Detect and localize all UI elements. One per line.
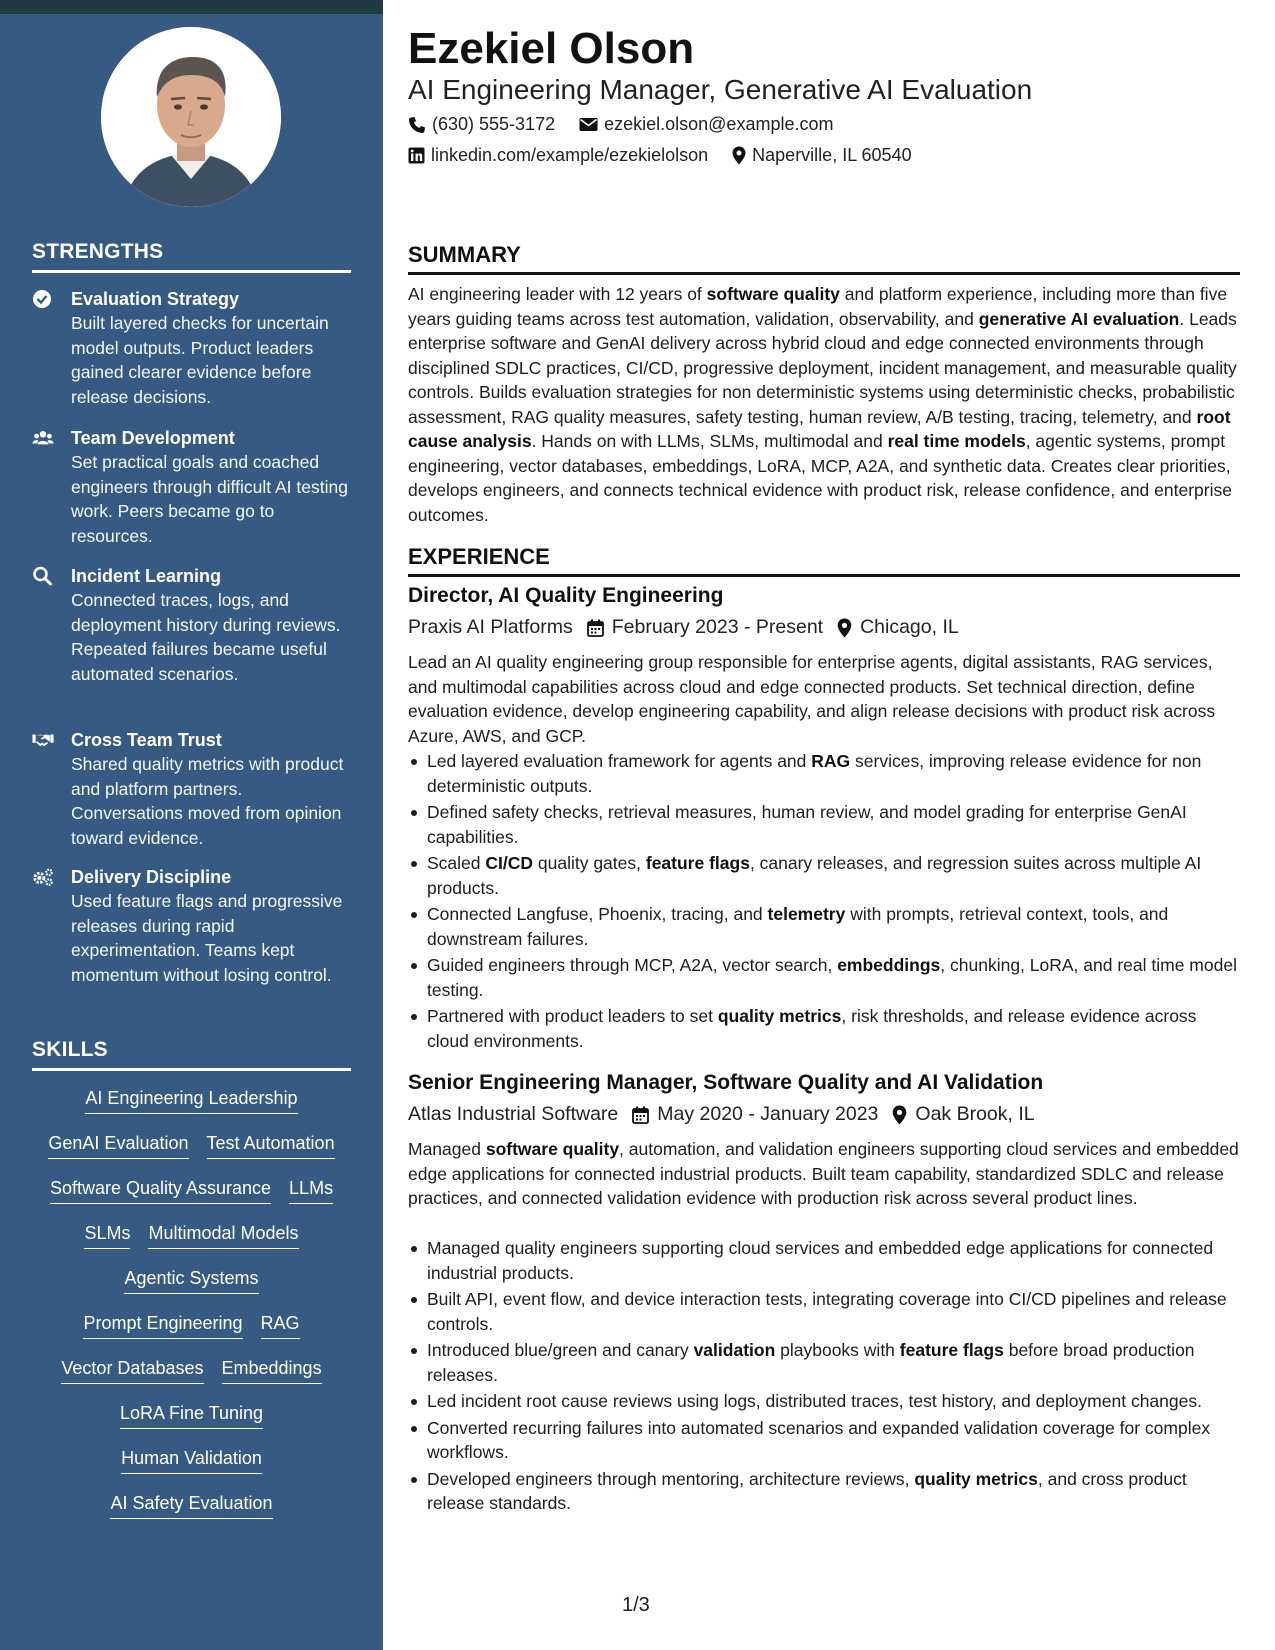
bullet-item: Built API, event flow, and device interaction tests, integrating coverage into CI/CD pipelines and release controls. (408, 1287, 1240, 1336)
job-location: Oak Brook, IL (915, 1103, 1035, 1125)
skill-row (32, 1221, 351, 1266)
job-summary: Lead an AI quality engineering group responsible for enterprise agents, digital assistants, RAG services, and multimodal capabilities across cloud and edge connected products. Set technical direction, define evaluation evidence, develop engineering capability, and align release decisions with product risk across Azure, AWS, and GCP. (408, 652, 1216, 746)
strength-title: Delivery Discipline (71, 867, 232, 887)
page-number: 1/3 (622, 1594, 650, 1616)
job-summary: Managed software quality, automation, and validation engineers supporting cloud services and embedded edge applications for connected industrial products. Built team capability, standardized SDLC and release practices, and connected validation evidence with production risk across several product lines. (408, 1139, 1239, 1208)
skill-tag: Vector Databases (61, 1356, 203, 1384)
bullet-item: Defined safety checks, retrieval measures, human review, and model grading for enterprise GenAI capabilities. (408, 800, 1240, 849)
experience-heading: EXPERIENCE (408, 544, 1240, 577)
contact-row (408, 145, 912, 166)
bold-keyword: quality metrics (914, 1468, 1038, 1489)
job-dates: May 2020 - January 2023 (657, 1103, 879, 1125)
strength-item (32, 728, 352, 850)
bold-keyword: feature flags (899, 1340, 1004, 1360)
linkedin-icon (408, 147, 425, 164)
linkedin-link[interactable]: linkedin.com/example/ezekielolson (431, 145, 709, 165)
strength-description: Used feature flags and progressive releases during rapid experimentation. Teams kept momentum without losing control. (71, 891, 343, 985)
skill-row (32, 1176, 351, 1221)
job-title: Senior Engineering Manager, Software Quality and AI Validation (408, 1071, 1044, 1094)
candidate-name: Ezekiel Olson (408, 24, 695, 73)
job-bullets (408, 749, 1240, 1055)
skill-row (32, 1311, 351, 1356)
calendar-icon (587, 619, 604, 637)
job-title: Director, AI Quality Engineering (408, 584, 724, 607)
skill-tag: AI Safety Evaluation (110, 1491, 272, 1519)
job-company: Praxis AI Platforms (408, 616, 573, 638)
skill-row (32, 1491, 351, 1536)
skill-tag: Human Validation (121, 1446, 262, 1474)
skill-tag: Test Automation (207, 1131, 335, 1159)
bold-keyword: software quality (485, 1139, 620, 1159)
calendar-icon (632, 1106, 649, 1124)
bold-keyword: RAG (811, 751, 851, 771)
bullet-item: Converted recurring failures into automated scenarios and expanded validation coverage for complex workflows. (408, 1416, 1240, 1465)
strength-description: Built layered checks for uncertain model outputs. Product leaders gained clearer evidence before release decisions. (71, 313, 329, 407)
strength-title: Evaluation Strategy (71, 289, 240, 309)
skills-heading: SKILLS (32, 1038, 351, 1071)
strength-title: Incident Learning (71, 566, 222, 586)
strength-item (32, 426, 352, 548)
bold-keyword: generative AI evaluation (978, 308, 1180, 329)
skill-tag: SLMs (84, 1221, 130, 1249)
location-pin-icon (892, 1105, 907, 1125)
bullet-item: Guided engineers through MCP, A2A, vector search, embeddings, chunking, LoRA, and real time model testing. (408, 953, 1240, 1002)
job-bullets (408, 1236, 1240, 1518)
bold-keyword: root cause analysis (408, 406, 1231, 451)
skill-row (32, 1356, 351, 1401)
skill-tag: Embeddings (222, 1356, 322, 1384)
job-meta (408, 616, 959, 639)
contact-row (408, 114, 833, 135)
phone-number[interactable]: (630) 555-3172 (432, 114, 556, 134)
search-icon (32, 566, 54, 586)
skill-tag: AI Engineering Leadership (85, 1086, 297, 1114)
bullet-item: Introduced blue/green and canary validation playbooks with feature flags before broad production releases. (408, 1338, 1240, 1387)
skill-tag: Prompt Engineering (83, 1311, 242, 1339)
bullet-item: Led incident root cause reviews using logs, distributed traces, test history, and deployment changes. (408, 1389, 1240, 1414)
skill-tag: GenAI Evaluation (48, 1131, 188, 1159)
strength-item (32, 564, 352, 686)
bold-keyword: feature flags (645, 853, 750, 873)
strength-description: Shared quality metrics with product and platform partners. Conversations moved from opinion toward evidence. (71, 754, 344, 848)
skill-row (32, 1401, 351, 1446)
bold-keyword: validation (693, 1340, 776, 1360)
job-dates: February 2023 - Present (611, 616, 824, 638)
summary-text: AI engineering leader with 12 years of software quality and platform experience, including more than five years guiding teams across test automation, validation, observability, and generative AI evaluation. Leads enterprise software and GenAI delivery across hybrid cloud and edge connected environments through disciplined SDLC practices, CI/CD, progressive deployment, incident management, and measurable quality controls. Builds evaluation strategies for non deterministic systems using deterministic checks, probabilistic assessment, RAG quality measures, safety testing, human review, A/B testing, tracing, telemetry, and root cause analysis. Hands on with LLMs, SLMs, multimodal and real time models, agentic systems, prompt engineering, vector databases, embeddings, LoRA, MCP, A2A, and synthetic data. Creates clear priorities, develops engineers, and connects technical evidence with product risk, release confidence, and enterprise outcomes. (408, 284, 1237, 525)
skill-row (32, 1446, 351, 1491)
phone-icon (408, 116, 426, 134)
skill-tag: LLMs (289, 1176, 333, 1204)
avatar (101, 27, 281, 207)
skill-tag: LoRA Fine Tuning (120, 1401, 263, 1429)
skill-row (32, 1131, 351, 1176)
email-icon (579, 117, 598, 132)
location-pin-icon (837, 618, 852, 638)
skill-tag: Software Quality Assurance (50, 1176, 271, 1204)
skill-tag: RAG (261, 1311, 300, 1339)
email-address[interactable]: ezekiel.olson@example.com (604, 114, 834, 134)
strength-title: Team Development (71, 428, 235, 448)
sidebar-top-band (0, 0, 383, 14)
location-pin-icon (732, 146, 746, 165)
skills-list (32, 1086, 351, 1536)
candidate-headline: AI Engineering Manager, Generative AI Evaluation (408, 74, 1033, 105)
job-location: Chicago, IL (860, 616, 959, 638)
bullet-item: Scaled CI/CD quality gates, feature flags, canary releases, and regression suites across multiple AI products. (408, 851, 1240, 900)
skill-tag: Agentic Systems (124, 1266, 258, 1294)
bold-keyword: quality metrics (717, 1006, 842, 1026)
gears-icon (32, 867, 54, 887)
sidebar (0, 0, 383, 1650)
bold-keyword: telemetry (767, 904, 846, 924)
bold-keyword: CI/CD (485, 853, 534, 873)
strength-item (32, 287, 352, 409)
skill-row (32, 1266, 351, 1311)
skill-tag: Multimodal Models (148, 1221, 298, 1249)
bullet-item: Led layered evaluation framework for agents and RAG services, improving release evidence for non deterministic outputs. (408, 749, 1240, 798)
handshake-icon (32, 730, 54, 750)
users-icon (32, 428, 54, 448)
bold-keyword: software quality (706, 284, 840, 304)
bullet-item: Partnered with product leaders to set quality metrics, risk thresholds, and release evidence across cloud environments. (408, 1004, 1240, 1053)
job-meta (408, 1103, 1035, 1126)
strengths-heading: STRENGTHS (32, 240, 351, 273)
strength-title: Cross Team Trust (71, 730, 222, 750)
strength-description: Set practical goals and coached engineers through difficult AI testing work. Peers became go to resources. (71, 452, 348, 546)
bullet-item: Connected Langfuse, Phoenix, tracing, and telemetry with prompts, retrieval context, tools, and downstream failures. (408, 902, 1240, 951)
job-company: Atlas Industrial Software (408, 1103, 619, 1125)
check-circle-icon (32, 289, 54, 309)
bullet-item: Developed engineers through mentoring, architecture reviews, quality metrics, and cross product release standards. (408, 1467, 1240, 1516)
bullet-item: Managed quality engineers supporting cloud services and embedded edge applications for connected industrial products. (408, 1236, 1240, 1285)
bold-keyword: embeddings (837, 955, 941, 975)
strength-description: Connected traces, logs, and deployment history during reviews. Repeated failures became useful automated scenarios. (71, 590, 341, 684)
bold-keyword: real time models (887, 431, 1026, 451)
portrait-image (101, 27, 281, 207)
skill-row (32, 1086, 351, 1131)
summary-heading: SUMMARY (408, 242, 1240, 275)
location-text: Naperville, IL 60540 (752, 145, 912, 165)
strength-item (32, 865, 352, 987)
